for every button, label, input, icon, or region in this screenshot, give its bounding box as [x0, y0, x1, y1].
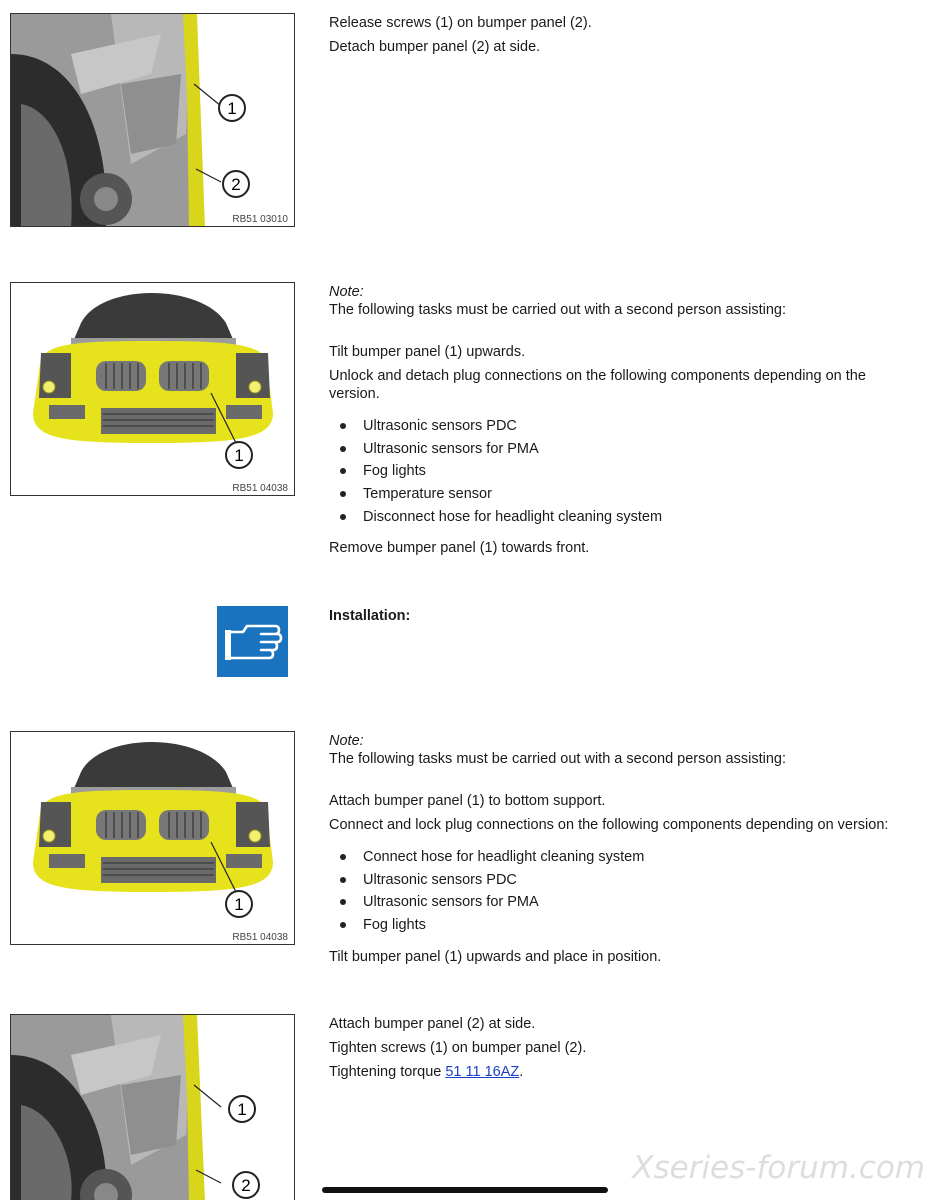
torque-prefix: Tightening torque — [329, 1064, 446, 1080]
instruction-line: Tilt bumper panel (1) upwards. — [329, 344, 526, 360]
installation-heading: Installation: — [329, 608, 411, 624]
pointing-hand-icon — [217, 606, 288, 677]
figure-code: RB51 04038 — [232, 483, 288, 494]
torque-line — [329, 1063, 909, 1081]
callout-number: 1 — [234, 895, 244, 914]
section3-text — [329, 732, 909, 966]
instruction-line: Detach bumper panel (2) at side. — [329, 39, 541, 55]
instruction-line: Tilt bumper panel (1) upwards and place in position. — [329, 948, 662, 965]
figure-front-bumper — [10, 282, 295, 496]
list-item: Ultrasonic sensors PDC — [329, 417, 909, 440]
figure-side-screws — [10, 13, 295, 227]
section1-text — [329, 14, 909, 56]
instruction-line: Remove bumper panel (1) towards front. — [329, 540, 590, 557]
component-list — [329, 417, 909, 530]
note-label: Note: — [329, 284, 364, 300]
callout-number: 1 — [227, 99, 237, 118]
instruction-line: Attach bumper panel (1) to bottom support. — [329, 793, 606, 809]
note-text: The following tasks must be carried out with a second person assisting: — [329, 302, 786, 318]
figure-code: RB51 04038 — [232, 932, 288, 943]
home-indicator[interactable] — [322, 1187, 608, 1193]
instruction-line: Attach bumper panel (2) at side. — [329, 1016, 536, 1032]
section4-text — [329, 1015, 909, 1081]
front-bumper-illustration — [11, 283, 295, 496]
list-item: Disconnect hose for headlight cleaning system — [329, 508, 909, 531]
installation-heading-block — [329, 607, 909, 625]
list-item: Fog lights — [329, 916, 909, 939]
front-bumper-illustration — [11, 732, 295, 945]
watermark: Xseries-forum.com — [632, 1150, 925, 1186]
instruction-line: Tighten screws (1) on bumper panel (2). — [329, 1040, 587, 1056]
list-item: Temperature sensor — [329, 485, 909, 508]
instruction-line: Release screws (1) on bumper panel (2). — [329, 15, 592, 31]
torque-spec-link[interactable]: 51 11 16AZ — [445, 1064, 520, 1080]
section2-text — [329, 283, 909, 557]
side-bumper-illustration — [11, 1015, 295, 1200]
component-list — [329, 848, 909, 939]
figure-code: RB51 03010 — [232, 214, 288, 225]
instruction-line: Connect and lock plug connections on the following components depending on version: — [329, 817, 889, 833]
list-item: Connect hose for headlight cleaning system — [329, 848, 909, 871]
side-bumper-illustration — [11, 14, 295, 227]
callout-number: 2 — [231, 175, 241, 194]
list-item: Ultrasonic sensors for PMA — [329, 893, 909, 916]
list-item: Ultrasonic sensors for PMA — [329, 440, 909, 463]
figure-side-screws-install — [10, 1014, 295, 1200]
note-text: The following tasks must be carried out with a second person assisting: — [329, 751, 786, 767]
callout-number: 2 — [241, 1176, 251, 1195]
list-item: Fog lights — [329, 462, 909, 485]
list-item: Ultrasonic sensors PDC — [329, 871, 909, 894]
torque-suffix: . — [519, 1064, 524, 1080]
instruction-line: Unlock and detach plug connections on the following components depending on the version. — [329, 368, 866, 402]
callout-number: 1 — [237, 1100, 247, 1119]
callout-number: 1 — [234, 446, 244, 465]
figure-front-bumper-install — [10, 731, 295, 945]
note-label: Note: — [329, 733, 364, 749]
